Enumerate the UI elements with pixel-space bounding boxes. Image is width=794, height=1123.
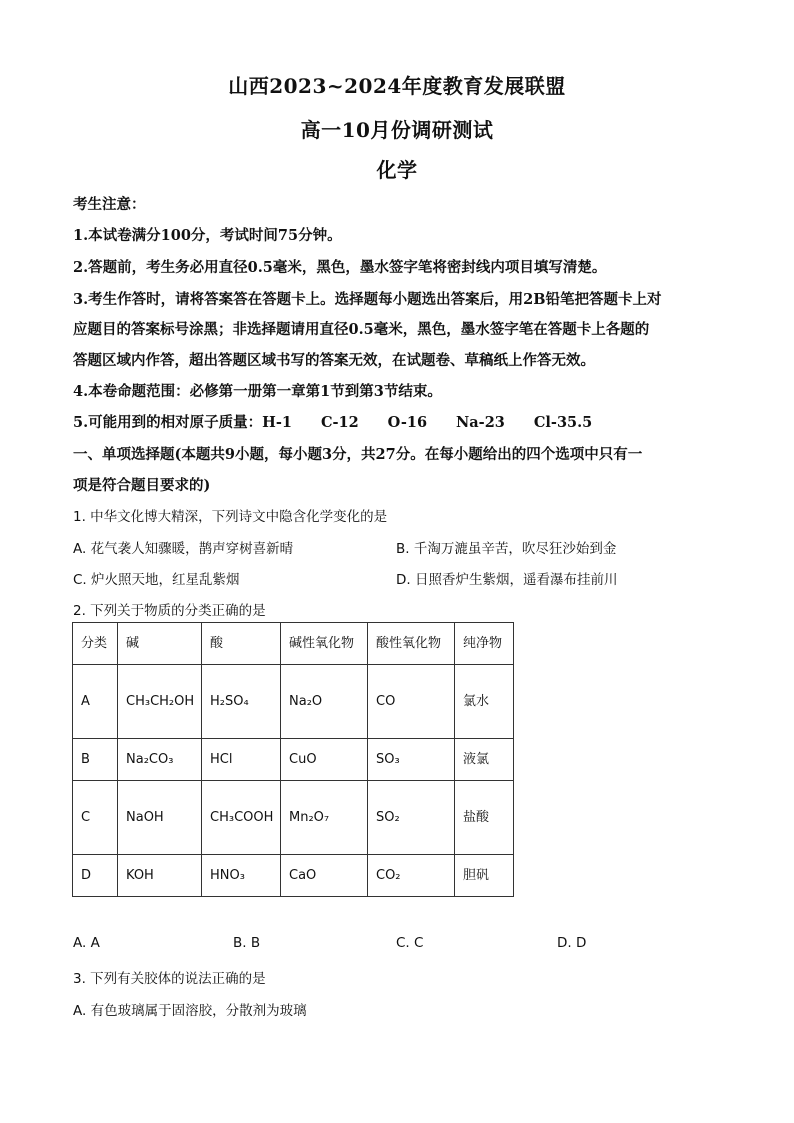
notice-heading: 考生注意： xyxy=(73,196,146,213)
table-cell: D xyxy=(73,855,118,897)
table-cell: 液氯 xyxy=(455,739,514,781)
table-cell: C xyxy=(73,781,118,855)
question-2-option-a: A. A xyxy=(73,935,100,951)
exam-subject: 化学 xyxy=(376,158,418,182)
question-1-option-c: C. 炉火照天地，红星乱紫烟 xyxy=(73,572,240,588)
exam-subtitle: 高一10月份调研测试 xyxy=(300,118,494,142)
question-2-option-b: B. B xyxy=(233,935,261,951)
table-cell: CH₃CH₂OH xyxy=(118,665,202,739)
table-header-row xyxy=(73,623,514,665)
table-cell: CO₂ xyxy=(368,855,455,897)
exam-title: 山西2023~2024年度教育发展联盟 xyxy=(228,74,566,98)
classification-table xyxy=(72,622,514,897)
notice-item: 答题区域内作答，超出答题区域书写的答案无效，在试题卷、草稿纸上作答无效。 xyxy=(73,352,595,369)
table-cell: CuO xyxy=(281,739,368,781)
table-cell: 盐酸 xyxy=(455,781,514,855)
table-cell: CO xyxy=(368,665,455,739)
table-row xyxy=(73,665,514,739)
table-cell: HCl xyxy=(202,739,281,781)
question-1-option-b: B. 千淘万漉虽辛苦，吹尽狂沙始到金 xyxy=(396,541,617,557)
table-cell: CH₃COOH xyxy=(202,781,281,855)
table-cell: A xyxy=(73,665,118,739)
table-header-cell: 纯净物 xyxy=(455,623,514,665)
table-row xyxy=(73,855,514,897)
table-cell: HNO₃ xyxy=(202,855,281,897)
notice-item: 1.本试卷满分100分，考试时间75分钟。 xyxy=(73,227,342,244)
table-header-cell: 分类 xyxy=(73,623,118,665)
question-2-stem: 2. 下列关于物质的分类正确的是 xyxy=(73,603,266,619)
table-cell: 氯水 xyxy=(455,665,514,739)
notice-item: 2.答题前，考生务必用直径0.5毫米，黑色，墨水签字笔将密封线内项目填写清楚。 xyxy=(73,259,607,276)
table-cell: KOH xyxy=(118,855,202,897)
question-1-option-d: D. 日照香炉生紫烟，遥看瀑布挂前川 xyxy=(396,572,618,588)
table-cell: NaOH xyxy=(118,781,202,855)
table-cell: SO₃ xyxy=(368,739,455,781)
section-heading-cont: 项是符合题目要求的) xyxy=(73,477,211,494)
notice-item: 应题目的答案标号涂黑；非选择题请用直径0.5毫米，黑色，墨水签字笔在答题卡上各题的 xyxy=(73,321,650,338)
question-3-option-a: A. 有色玻璃属于固溶胶，分散剂为玻璃 xyxy=(73,1003,307,1019)
table-row xyxy=(73,781,514,855)
question-2-option-d: D. D xyxy=(557,935,587,951)
question-1-option-a: A. 花气袭人知骤暖，鹊声穿树喜新晴 xyxy=(73,541,294,557)
notice-item: 4.本卷命题范围：必修第一册第一章第1节到第3节结束。 xyxy=(73,383,442,400)
notice-item: 5.可能用到的相对原子质量：H-1 C-12 O-16 Na-23 Cl-35.5 xyxy=(73,414,593,431)
table-cell: B xyxy=(73,739,118,781)
table-header-cell: 酸性氧化物 xyxy=(368,623,455,665)
table-cell: SO₂ xyxy=(368,781,455,855)
table-row xyxy=(73,739,514,781)
table-cell: H₂SO₄ xyxy=(202,665,281,739)
table-cell: Na₂CO₃ xyxy=(118,739,202,781)
notice-item: 3.考生作答时，请将答案答在答题卡上。选择题每小题选出答案后，用2B铅笔把答题卡上对 xyxy=(73,291,662,308)
table-cell: Na₂O xyxy=(281,665,368,739)
table-cell: Mn₂O₇ xyxy=(281,781,368,855)
table-cell: 胆矾 xyxy=(455,855,514,897)
table-header-cell: 碱 xyxy=(118,623,202,665)
question-3-stem: 3. 下列有关胶体的说法正确的是 xyxy=(73,971,266,987)
table-cell: CaO xyxy=(281,855,368,897)
table-header-cell: 酸 xyxy=(202,623,281,665)
question-1-stem: 1. 中华文化博大精深，下列诗文中隐含化学变化的是 xyxy=(73,509,388,525)
table-header-cell: 碱性氧化物 xyxy=(281,623,368,665)
section-heading: 一、单项选择题(本题共9小题，每小题3分，共27分。在每小题给出的四个选项中只有一 xyxy=(73,446,643,463)
question-2-option-c: C. C xyxy=(396,935,424,951)
